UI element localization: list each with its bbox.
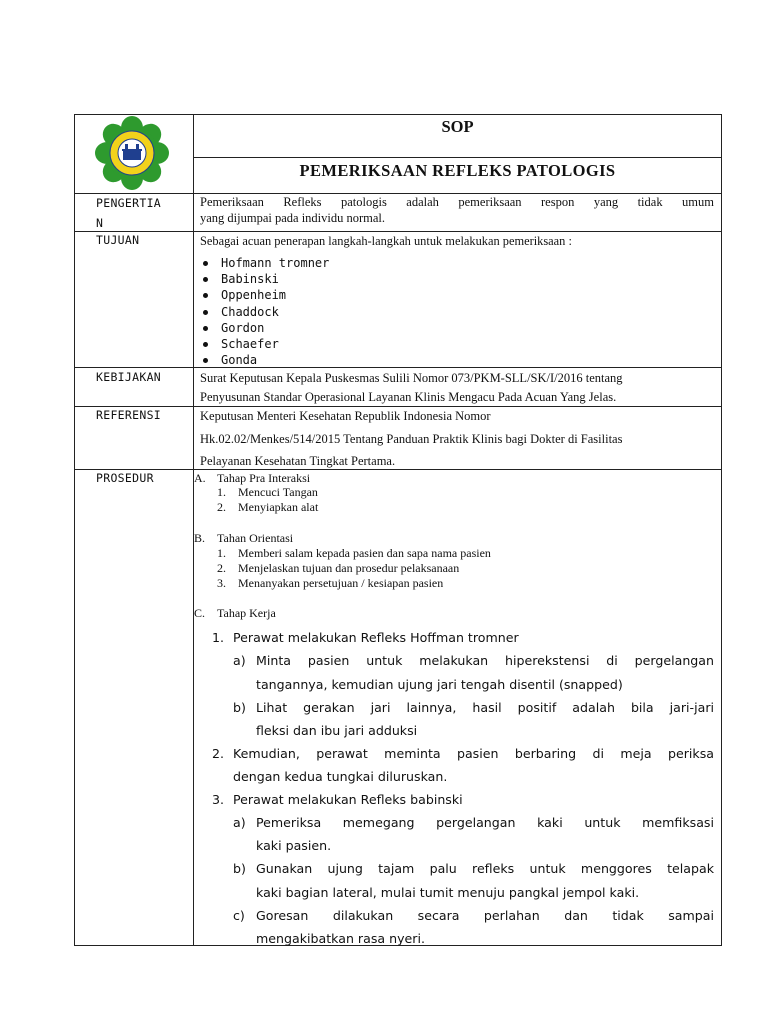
substep-text: Goresan dilakukan secara perlahan dan tidak sampai [256,908,714,923]
kebijakan-text-line: Surat Keputusan Kepala Puskesmas Sulili Nomor 073/PKM-SLL/SK/I/2016 tentang [200,371,623,385]
bullet-icon [203,261,208,266]
bullet-icon [203,310,208,315]
kebijakan-text-line: Penyusunan Standar Operasional Layanan Klinis Mengacu Pada Acuan Yang Jelas. [200,390,617,404]
list-item: Oppenheim [221,288,287,302]
substep-text: fleksi dan ibu jari adduksi [256,723,418,738]
list-item: Babinski [221,272,279,286]
section-marker: C. [194,606,206,620]
substep-marker: a) [233,653,246,668]
referensi-text-line: Keputusan Menteri Kesehatan Republik Indonesia Nomor [200,409,491,423]
list-item: Menanyakan persetujuan / kesiapan pasien [238,576,444,590]
label-pengertian-cont: N [96,216,104,230]
page-title: SOP [441,117,474,136]
step-number: 3. [212,792,225,807]
section-title: Tahap Kerja [217,606,276,620]
list-item: Menyiapkan alat [238,500,319,514]
step-number: 1. [212,630,225,645]
list-item: Menjelaskan tujuan dan prosedur pelaksanaan [238,561,460,575]
page-subtitle: PEMERIKSAAN REFLEKS PATOLOGIS [299,161,616,180]
label-prosedur: PROSEDUR [96,471,154,485]
organization-logo [84,116,180,190]
referensi-text-line: Pelayanan Kesehatan Tingkat Pertama. [200,454,396,468]
substep-text: Lihat gerakan jari lainnya, hasil positif adalah bila jari-jari [256,700,714,715]
step-number: 1. [217,485,226,499]
label-kebijakan: KEBIJAKAN [96,370,162,384]
list-item: Chaddock [221,305,279,319]
section-title: Tahan Orientasi [217,531,294,545]
referensi-text-line: Hk.02.02/Menkes/514/2015 Tentang Panduan Praktik Klinis bagi Dokter di Fasilitas [200,432,623,446]
substep-marker: c) [233,908,245,923]
label-tujuan: TUJUAN [96,233,140,247]
label-pengertian: PENGERTIA [96,196,162,210]
tujuan-intro: Sebagai acuan penerapan langkah-langkah untuk melakukan pemeriksaan : [200,234,572,248]
substep-text: Gunakan ujung tajam palu refleks untuk menggores telapak [256,861,714,876]
bullet-icon [203,326,208,331]
section-marker: A. [194,471,206,485]
bullet-icon [203,277,208,282]
substep-text: kaki pasien. [256,838,332,853]
substep-marker: b) [233,700,246,715]
step-text: Perawat melakukan Refleks Hoffman tromner [233,630,519,645]
row-divider [74,469,722,470]
bullet-icon [203,342,208,347]
substep-text: mengakibatkan rasa nyeri. [256,931,425,946]
list-item: Mencuci Tangan [238,485,318,499]
header-divider [193,157,722,158]
step-text: dengan kedua tungkai diluruskan. [233,769,448,784]
substep-marker: a) [233,815,246,830]
substep-text: kaki bagian lateral, mulai tumit menuju pangkal jempol kaki. [256,885,640,900]
substep-text: tangannya, kemudian ujung jari tengah disentil (snapped) [256,677,623,692]
row-divider [74,231,722,232]
step-text: Kemudian, perawat meminta pasien berbaring di meja periksa [233,746,714,761]
step-number: 1. [217,546,226,560]
list-item: Gonda [221,353,258,367]
label-referensi: REFERENSI [96,408,162,422]
pengertian-text-line: yang dijumpai pada individu normal. [200,211,386,225]
row-divider [74,367,722,368]
section-marker: B. [194,531,206,545]
row-divider [74,406,722,407]
bullet-icon [203,293,208,298]
step-number: 2. [212,746,225,761]
substep-text: Pemeriksa memegang pergelangan kaki untuk memfiksasi [256,815,714,830]
section-title: Tahap Pra Interaksi [217,471,311,485]
step-number: 2. [217,561,226,575]
list-item: Gordon [221,321,265,335]
pengertian-text-line: Pemeriksaan Refleks patologis adalah pemeriksaan respon yang tidak umum [200,195,714,209]
step-number: 2. [217,500,226,514]
list-item: Schaefer [221,337,279,351]
substep-marker: b) [233,861,246,876]
substep-text: Minta pasien untuk melakukan hiperekstensi di pergelangan [256,653,714,668]
step-number: 3. [217,576,226,590]
bullet-icon [203,358,208,363]
list-item: Memberi salam kepada pasien dan sapa nama pasien [238,546,491,560]
list-item: Hofmann tromner [221,256,330,270]
step-text: Perawat melakukan Refleks babinski [233,792,463,807]
